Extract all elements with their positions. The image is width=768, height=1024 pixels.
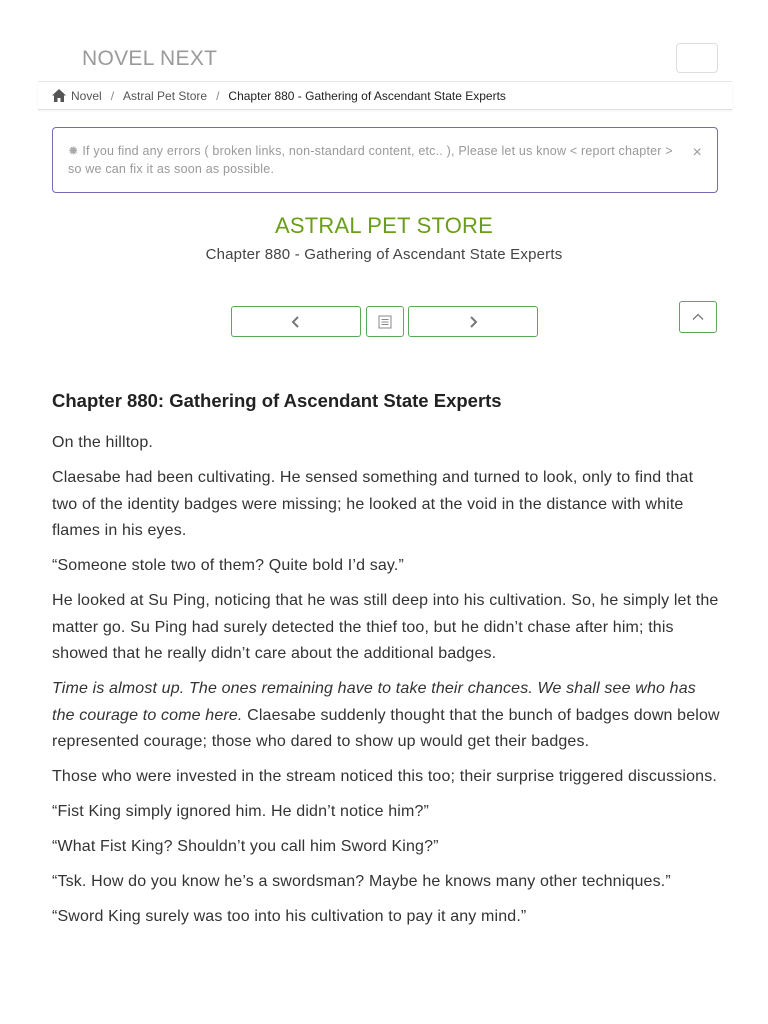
- paragraph: Those who were invested in the stream noticed this too; their surprise triggered discussions.: [52, 768, 717, 785]
- breadcrumb-home[interactable]: [52, 89, 102, 103]
- close-icon[interactable]: ×: [692, 144, 702, 161]
- italic-thought: Time is almost up. The ones remaining have to take their chances. We shall see who has the courage to come here.: [52, 680, 696, 724]
- brand-logo[interactable]: NOVEL NEXT: [82, 47, 218, 70]
- gear-icon: ✹: [68, 144, 79, 158]
- navbar: [38, 36, 732, 82]
- alert-text: If you find any errors ( broken links, non-standard content, etc.. ), Please let us know < report chapter > so we can fix it as soon as possible.: [68, 144, 673, 176]
- paragraph: He looked at Su Ping, noticing that he was still deep into his cultivation. So, he simply let the matter go. Su Ping had surely detected the thief too, but he didn’t chase after him; this showed that he really didn’t care about the additional badges.: [52, 592, 719, 662]
- paragraph: [52, 676, 720, 756]
- next-chapter-button[interactable]: [408, 306, 538, 337]
- paragraph: “Fist King simply ignored him. He didn’t notice him?”: [52, 803, 429, 820]
- breadcrumb-separator: /: [216, 88, 220, 103]
- list-icon: [378, 315, 392, 329]
- chevron-right-icon: [468, 316, 478, 328]
- breadcrumb-novel-link[interactable]: Novel: [71, 88, 102, 103]
- chevron-left-icon: [291, 316, 301, 328]
- scroll-top-button[interactable]: [679, 301, 717, 333]
- chapter-subtitle: Chapter 880 - Gathering of Ascendant State Experts: [205, 246, 563, 263]
- chevron-up-icon: [691, 312, 705, 322]
- breadcrumb-series-link[interactable]: Astral Pet Store: [123, 88, 208, 103]
- paragraph: “Someone stole two of them? Quite bold I’d say.”: [52, 557, 404, 574]
- breadcrumb: [38, 82, 732, 110]
- chapter-content: [52, 390, 720, 939]
- novel-title[interactable]: ASTRAL PET STORE: [275, 213, 493, 238]
- chapter-list-button[interactable]: [366, 306, 404, 337]
- breadcrumb-current: Chapter 880 - Gathering of Ascendant State Experts: [228, 88, 506, 103]
- breadcrumb-separator: /: [110, 88, 115, 103]
- home-icon: [52, 89, 66, 102]
- error-report-alert: [52, 127, 718, 193]
- paragraph: Claesabe had been cultivating. He sensed something and turned to look, only to find that two of the identity badges were missing; he looked at the void in the distance with white flames in his eyes.: [52, 469, 694, 539]
- paragraph: “Sword King surely was too into his cultivation to pay it any mind.”: [52, 908, 527, 925]
- paragraph: “What Fist King? Shouldn’t you call him Sword King?”: [52, 838, 439, 855]
- paragraph-text: Claesabe suddenly thought that the bunch of badges down below represented courage; those who dared to show up would get their badges.: [52, 706, 720, 750]
- menu-toggle-button[interactable]: [676, 43, 718, 73]
- paragraph: On the hilltop.: [52, 434, 153, 451]
- paragraph: “Tsk. How do you know he’s a swordsman? Maybe he knows many other techniques.”: [52, 873, 671, 890]
- prev-chapter-button[interactable]: [231, 306, 361, 337]
- chapter-heading: Chapter 880: Gathering of Ascendant State Experts: [52, 390, 502, 411]
